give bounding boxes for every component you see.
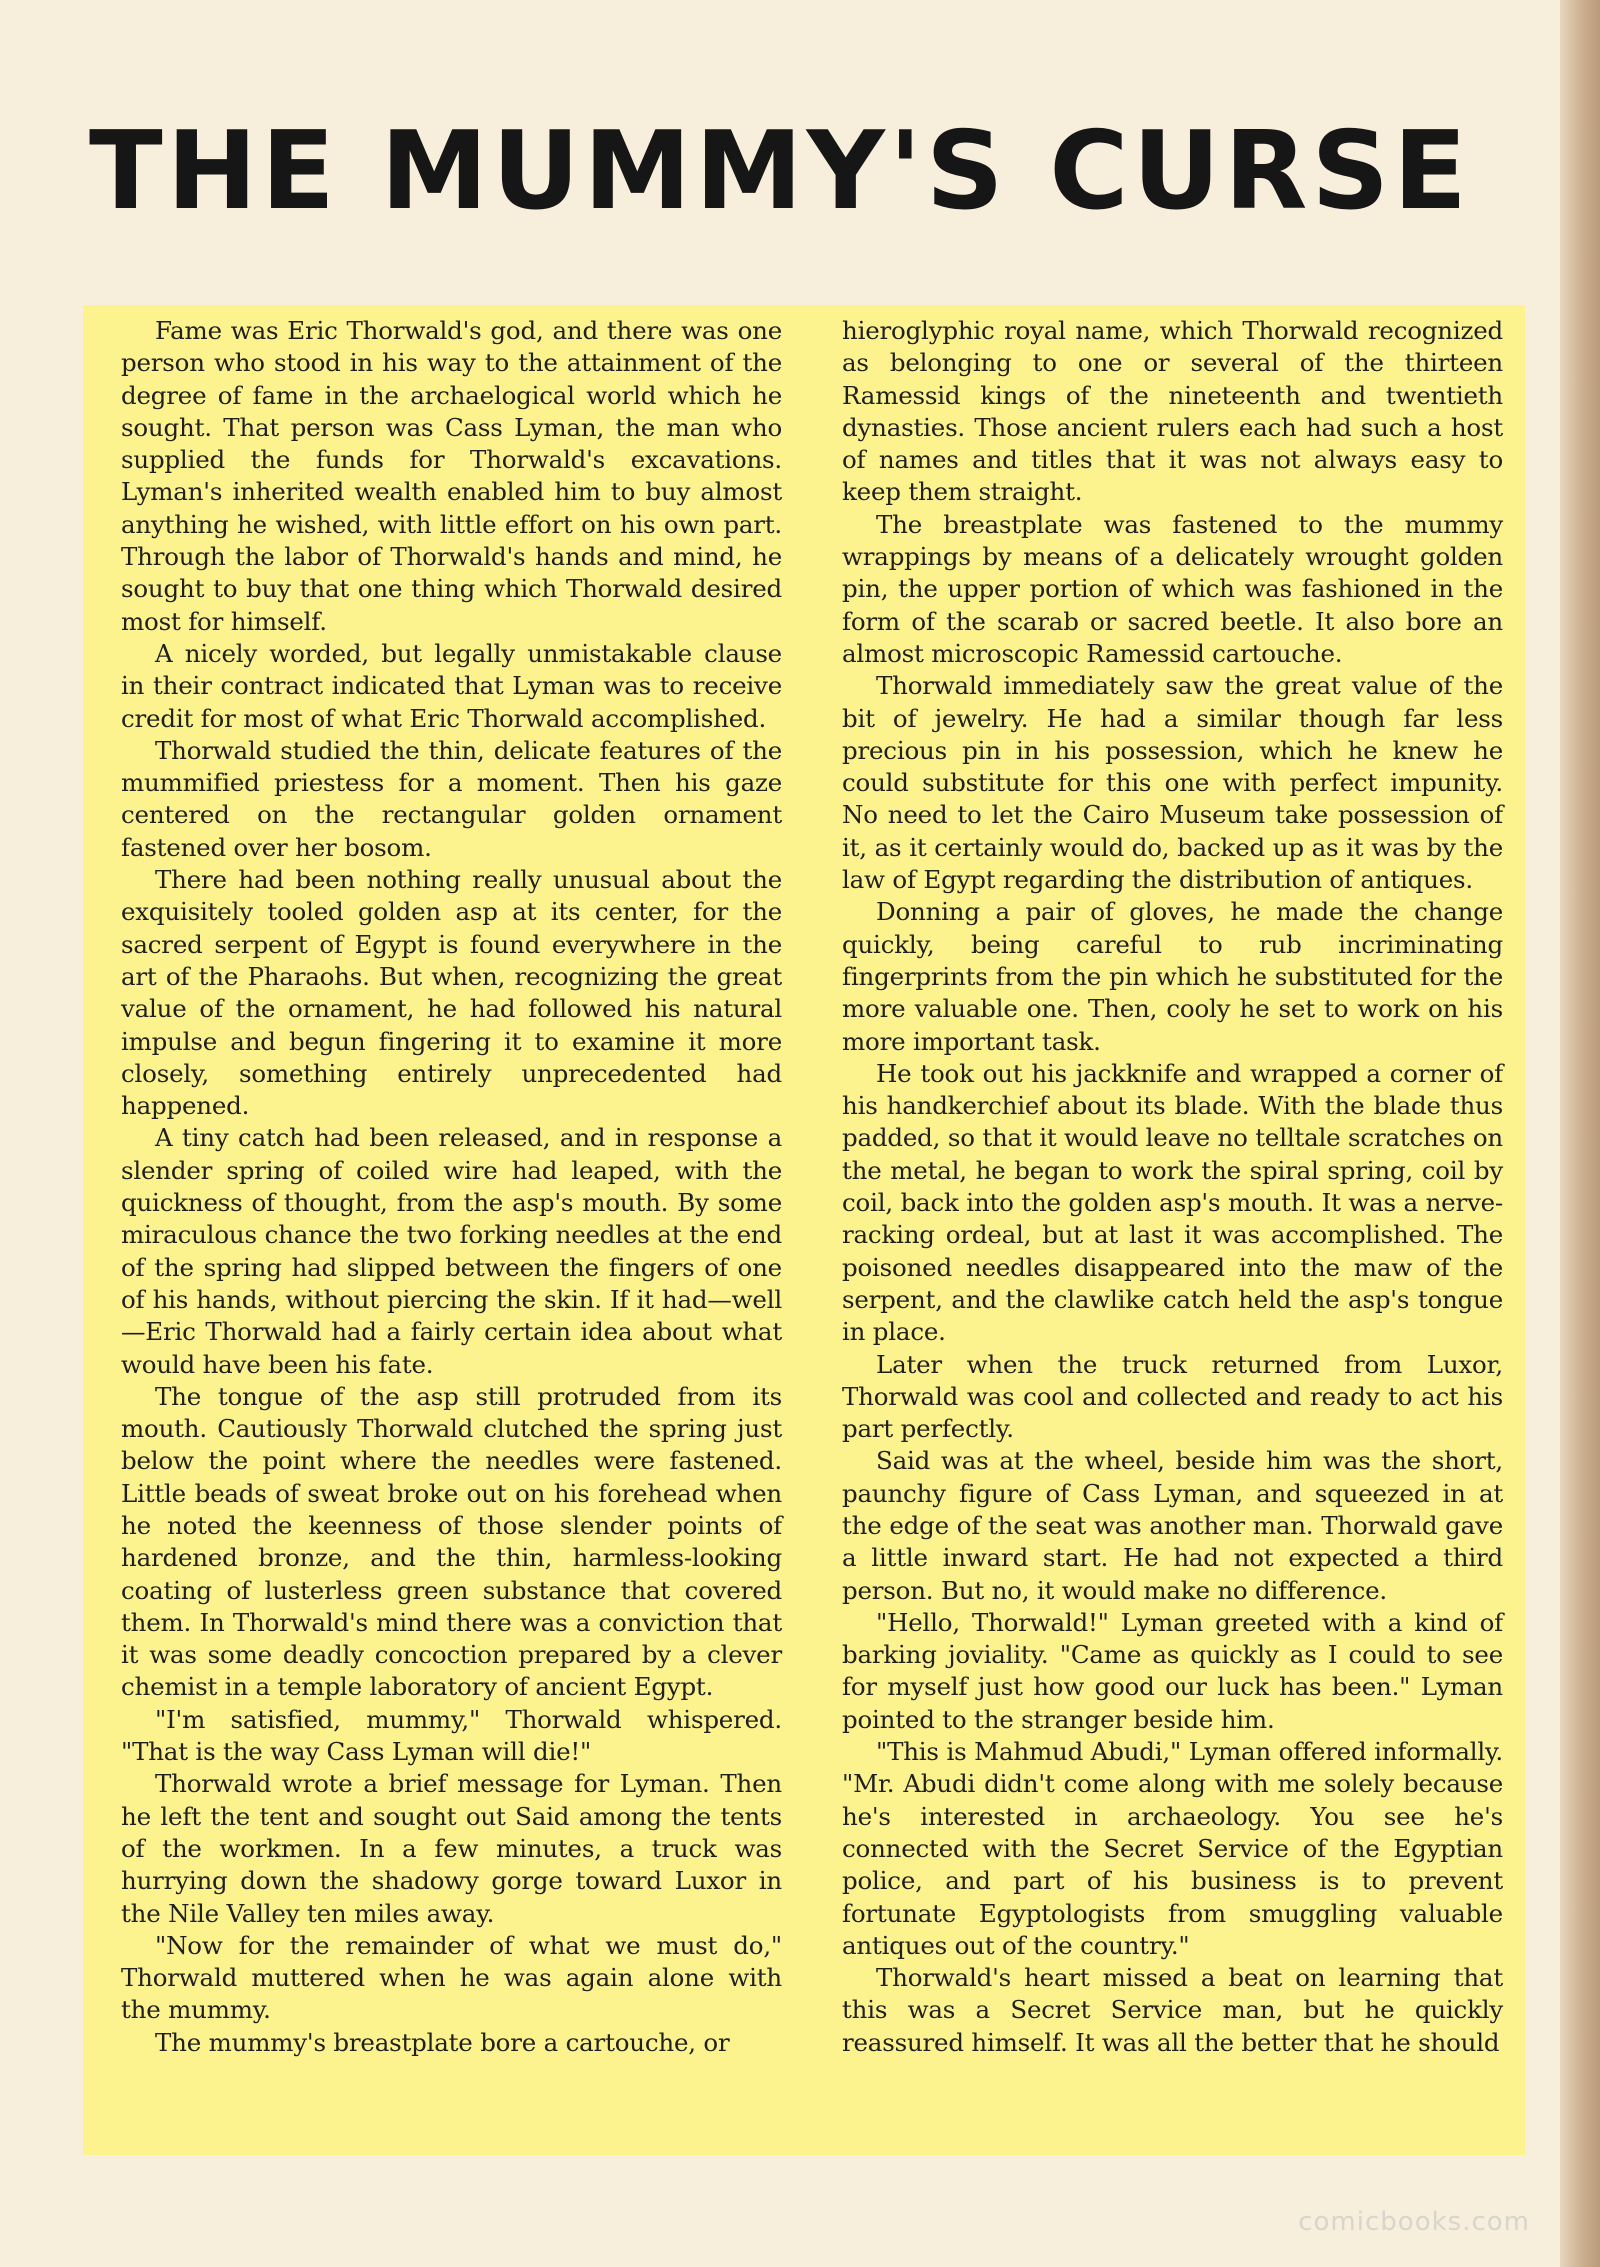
story-title: THE MUMMY'S CURSE xyxy=(89,109,1471,234)
paragraph: Thorwald studied the thin, delicate features of the mummified priestess for a moment. Then his gaze centered on the rectangular golden ornament fastened over her bosom. xyxy=(121,735,782,862)
paragraph: A tiny catch had been released, and in response a slender spring of coiled wire had leaped, with the quickness of thought, from the asp's mouth. By some miraculous chance the two forking needles at the end of the spring had slipped between the fingers of one of his hands, without piercing the skin. If it had—well—Eric Thorwald had a fairly certain idea about what would have been his fate. xyxy=(121,1123,782,1379)
paragraph: Donning a pair of gloves, he made the change quickly, being careful to rub incriminating fingerprints from the pin which he substituted for the more valuable one. Then, cooly he set to work on his more important task. xyxy=(842,897,1503,1056)
paragraph: "Now for the remainder of what we must do," Thorwald muttered when he was again alone with the mummy. xyxy=(121,1930,782,2025)
paragraph: Said was at the wheel, beside him was the short, paunchy figure of Cass Lyman, and squeezed in at the edge of the seat was another man. Thorwald gave a little inward start. He had not expected a third person. But no, it would make no difference. xyxy=(842,1446,1503,1605)
paragraph: Thorwald immediately saw the great value of the bit of jewelry. He had a similar though far less precious pin in his possession, which he knew he could substitute for this one with perfect impunity. No need to let the Cairo Museum take possession of it, as it certainly would do, backed up as it was by the law of Egypt regarding the distribution of antiques. xyxy=(842,671,1503,895)
paragraph: "This is Mahmud Abudi," Lyman offered informally. "Mr. Abudi didn't come along with me solely because he's interested in archaeology. You see he's connected with the Secret Service of the Egyptian police, and part of his business is to prevent fortunate Egyptologists from smuggling valuable antiques out of the country." xyxy=(842,1737,1503,1960)
page-edge xyxy=(1560,0,1600,2267)
story-text-area xyxy=(83,305,1525,2155)
paragraph: The mummy's breastplate bore a cartouche, or xyxy=(155,2027,730,2057)
paragraph: Thorwald's heart missed a beat on learning that this was a Secret Service man, but he quickly reassured himself. It was all the better that he should xyxy=(842,1963,1503,2057)
paragraph: Fame was Eric Thorwald's god, and there was one person who stood in his way to the attainment of the degree of fame in the archaelogical world which he sought. That person was Cass Lyman, the man who supplied the funds for Thorwald's excavations. Lyman's inherited wealth enabled him to buy almost anything he wished, with little effort on his own part. Through the labor of Thorwald's hands and mind, he sought to buy that one thing which Thorwald desired most for himself. xyxy=(121,316,782,636)
paragraph: He took out his jackknife and wrapped a corner of his handkerchief about its blade. With the blade thus padded, so that it would leave no telltale scratches on the metal, he began to work the spiral spring, coil by coil, back into the golden asp's mouth. It was a nerve-racking ordeal, but at last it was accomplished. The poisoned needles disappeared into the maw of the serpent, and the clawlike catch held the asp's tongue in place. xyxy=(842,1058,1503,1347)
paragraph: There had been nothing really unusual about the exquisitely tooled golden asp at its center, for the sacred serpent of Egypt is found everywhere in the art of the Pharaohs. But when, recognizing the great value of the ornament, he had followed his natural impulse and begun fingering it to examine it more closely, something entirely unprecedented had happened. xyxy=(121,865,782,1121)
left-column xyxy=(83,305,804,2155)
right-column xyxy=(804,305,1525,2155)
paragraph: "I'm satisfied, mummy," Thorwald whispered. "That is the way Cass Lyman will die!" xyxy=(121,1704,782,1767)
paragraph: Later when the truck returned from Luxor, Thorwald was cool and collected and ready to act his part perfectly. xyxy=(842,1349,1503,1444)
paragraph: The breastplate was fastened to the mummy wrappings by means of a delicately wrought golden pin, the upper portion of which was fashioned in the form of the scarab or sacred beetle. It also bore an almost microscopic Ramessid cartouche. xyxy=(842,509,1503,668)
paragraph: A nicely worded, but legally unmistakable clause in their contract indicated that Lyman was to receive credit for most of what Eric Thorwald accomplished. xyxy=(121,638,782,733)
watermark: comicbooks.com xyxy=(1298,2207,1530,2237)
paragraph: Thorwald wrote a brief message for Lyman. Then he left the tent and sought out Said among the tents of the workmen. In a few minutes, a truck was hurrying down the shadowy gorge toward Luxor in the Nile Valley ten miles away. xyxy=(121,1769,782,1928)
paragraph: hieroglyphic royal name, which Thorwald recognized as belonging to one or several of the thirteen Ramessid kings of the nineteenth and twentieth dynasties. Those ancient rulers each had such a host of names and titles that it was not always easy to keep them straight. xyxy=(842,316,1503,507)
paragraph: "Hello, Thorwald!" Lyman greeted with a kind of barking joviality. "Came as quickly as I could to see for myself just how good our luck has been." Lyman pointed to the stranger beside him. xyxy=(842,1607,1503,1734)
paragraph: The tongue of the asp still protruded from its mouth. Cautiously Thorwald clutched the spring just below the point where the needles were fastened. Little beads of sweat broke out on his forehead when he noted the keenness of those slender points of hardened bronze, and the thin, harmless-looking coating of lusterless green substance that covered them. In Thorwald's mind there was a conviction that it was some deadly concoction prepared by a clever chemist in a temple laboratory of ancient Egypt. xyxy=(121,1381,782,1702)
